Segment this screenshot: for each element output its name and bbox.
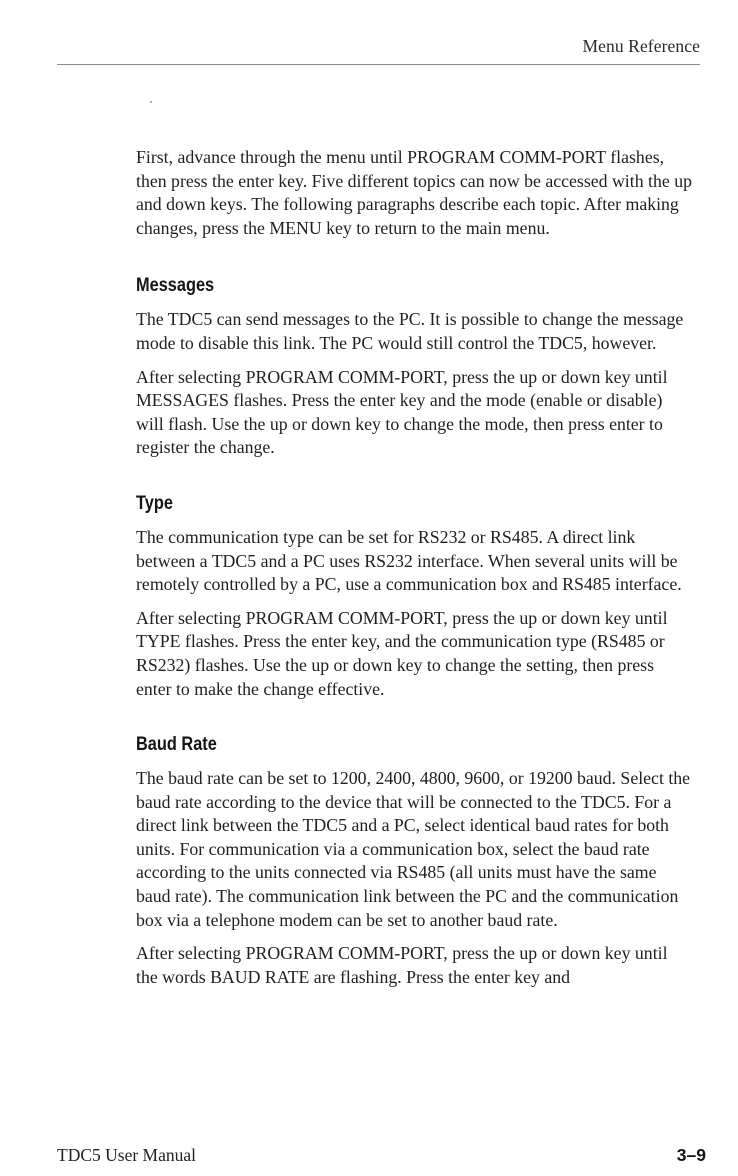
baud-rate-paragraph-2: After selecting PROGRAM COMM-PORT, press the up or down key until the words BAUD RATE are flashing. Press the enter key and	[136, 943, 668, 987]
scan-speck	[150, 101, 152, 103]
messages-paragraph-1: The TDC5 can send messages to the PC. It is possible to change the message mode to disable this link. The PC would still control the TDC5, however.	[136, 309, 684, 353]
type-paragraph-2: After selecting PROGRAM COMM-PORT, press the up or down key until TYPE flashes. Press the enter key, and the communication type (RS485 or RS232) flashes. Use the up or down key to change the setting, then press enter to make the change effective.	[136, 607, 668, 699]
body-text	[136, 146, 692, 989]
footer-page-number: 3–9	[676, 1145, 706, 1165]
baud-rate-paragraph-1: The baud rate can be set to 1200, 2400, 4800, 9600, or 19200 baud. Select the baud rate according to the device that will be connected to the TDC5. For a direct link between the TDC5 and a PC, select identical baud rates for both units. For communication via a communication box, select the baud rate according to the units connected via RS485 (all units must have the same baud rate). The communication link between the PC and the communication box via a telephone modem can be set to another baud rate.	[136, 768, 691, 930]
type-paragraph-1: The communication type can be set for RS232 or RS485. A direct link between a TDC5 and a PC uses RS232 interface. When several units will be remotely controlled by a PC, use a communication box and RS485 interface.	[136, 526, 682, 595]
header-rule	[57, 64, 700, 65]
footer-manual-title: TDC5 User Manual	[57, 1145, 197, 1165]
running-head: Menu Reference	[582, 36, 700, 56]
section-heading-type: Type	[136, 492, 173, 514]
section-baud-rate	[136, 733, 692, 989]
section-type	[136, 492, 692, 701]
intro-paragraph: First, advance through the menu until PROGRAM COMM-PORT flashes, then press the enter key. Five different topics can now be accessed with the up and down keys. The following paragraphs describe each topic. After making changes, press the MENU key to return to the main menu.	[136, 147, 692, 238]
section-heading-baud-rate: Baud Rate	[136, 734, 217, 756]
section-heading-messages: Messages	[136, 275, 215, 297]
messages-paragraph-2: After selecting PROGRAM COMM-PORT, press the up or down key until MESSAGES flashes. Press the enter key and the mode (enable or disable) will flash. Use the up or down key to change the mode, then press enter to register the change.	[136, 366, 668, 458]
section-messages	[136, 274, 692, 460]
